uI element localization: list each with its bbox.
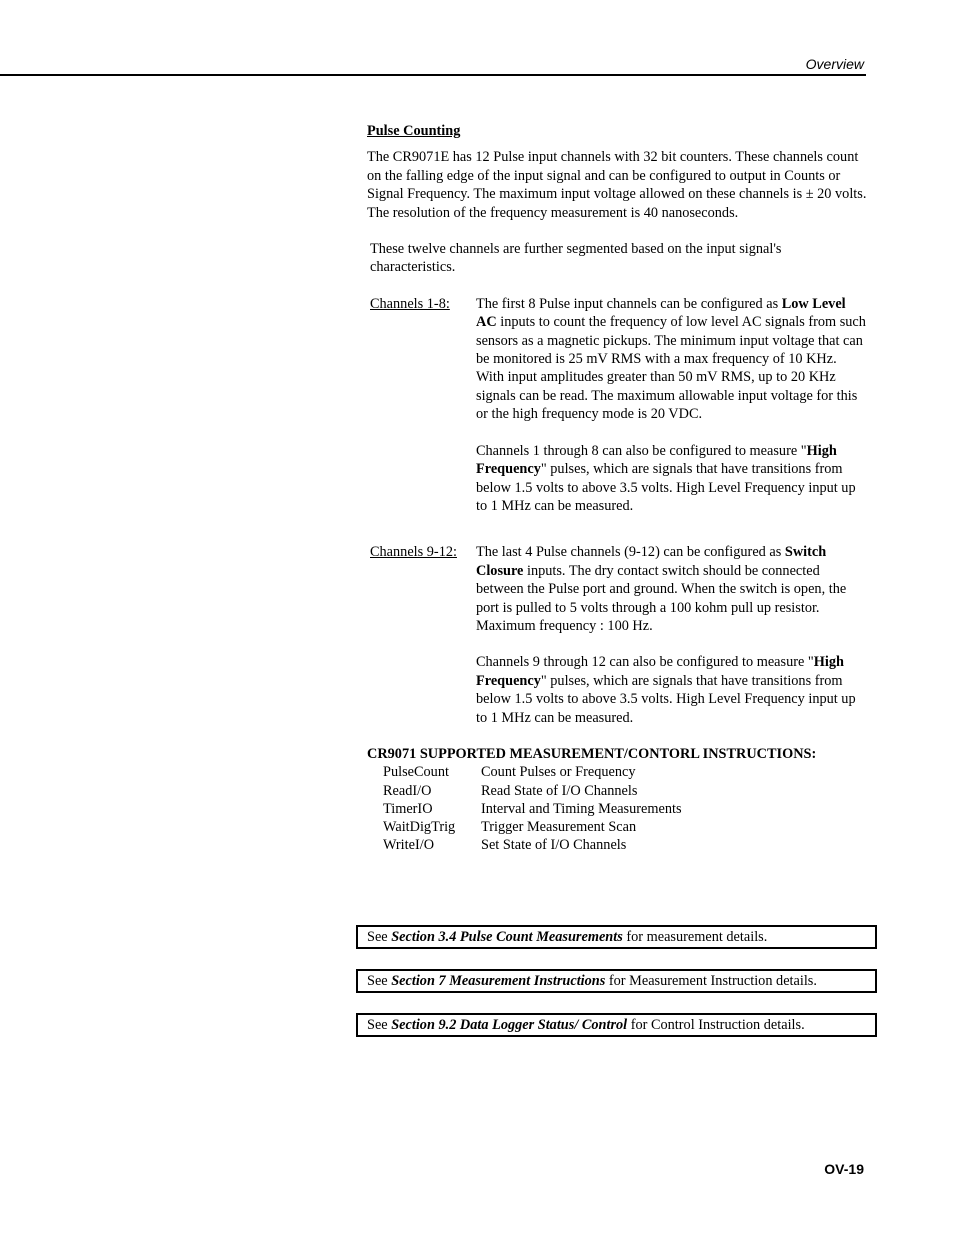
text-run: " pulses, which are signals that have transitions from below 1.5 volts to above 3.5 volts. High Level Frequency input up to 1 MHz can be measured. (476, 461, 856, 514)
section-reference-link[interactable]: Section 9.2 Data Logger Status/ Control (391, 1017, 628, 1033)
table-row (383, 763, 682, 781)
channels-1-8-label: Channels 1-8: (370, 295, 450, 312)
text-run: Channels 1 through 8 can also be configured to measure " (476, 442, 807, 459)
instruction-description: Read State of I/O Channels (481, 782, 638, 799)
instruction-name: WriteI/O (383, 837, 435, 854)
table-row (383, 818, 682, 836)
text-run: The last 4 Pulse channels (9-12) can be configured as (476, 544, 785, 561)
channels-1-8-paragraph-1 (476, 295, 867, 424)
instruction-description: Interval and Timing Measurements (481, 800, 682, 817)
text-run: See (367, 1017, 392, 1033)
instruction-name: PulseCount (383, 764, 449, 781)
main-content (367, 122, 867, 854)
reference-box-measurement-instructions (356, 969, 877, 993)
segment-paragraph: These twelve channels are further segmented based on the input signal's characteristics. (370, 241, 782, 276)
text-run: " pulses, which are signals that have transitions from below 1.5 volts to above 3.5 volts. High Level Frequency input up to 1 MHz can be measured. (476, 672, 856, 726)
instruction-description: Trigger Measurement Scan (481, 818, 637, 835)
reference-box-pulse-count (356, 925, 877, 949)
instructions-table (383, 763, 682, 854)
table-row (383, 836, 682, 854)
text-run: inputs. The dry contact switch should be connected between the Pulse port and ground. When the switch is open, the port is pulled to 5 volts through a 100 kohm pull up resistor. Maximum frequency : 100 Hz. (476, 562, 847, 634)
header-rule (0, 74, 866, 76)
running-header: Overview (805, 56, 864, 72)
section-reference-link[interactable]: Section 3.4 Pulse Count Measurements (391, 929, 623, 945)
channels-9-12-paragraph-2 (476, 653, 867, 727)
bold-term: Switch Closure (476, 544, 827, 579)
page-number: OV-19 (824, 1161, 864, 1177)
instructions-title: CR9071 SUPPORTED MEASUREMENT/CONTORL INSTRUCTIONS: (367, 745, 817, 762)
channels-9-12-body (476, 543, 867, 727)
channels-1-8-block (367, 295, 867, 515)
channels-9-12-paragraph-1 (476, 543, 867, 635)
text-run: for measurement details. (622, 929, 768, 945)
instruction-name: TimerIO (383, 800, 433, 817)
section-reference-link[interactable]: Section 7 Measurement Instructions (391, 973, 606, 989)
instruction-name: WaitDigTrig (383, 818, 456, 835)
bold-term: Low Level AC (476, 295, 846, 331)
table-row (383, 800, 682, 818)
instruction-name: ReadI/O (383, 782, 432, 799)
text-run: Channels 9 through 12 can also be configured to measure " (476, 654, 814, 671)
channels-1-8-paragraph-2 (476, 442, 867, 516)
text-run: for Measurement Instruction details. (605, 973, 817, 989)
channels-9-12-label: Channels 9-12: (370, 544, 457, 561)
table-row (383, 782, 682, 800)
instruction-description: Count Pulses or Frequency (481, 764, 636, 781)
text-run: The first 8 Pulse input channels can be configured as (476, 295, 782, 312)
intro-paragraph: The CR9071E has 12 Pulse input channels with 32 bit counters. These channels count on the falling edge of the input signal and can be configured to output in Counts or Signal Frequency. The maximum input voltage allowed on these channels is ± 20 volts. The resolution of the frequency measurement is 40 nanoseconds. (367, 149, 867, 221)
text-run: See (367, 929, 392, 945)
channels-1-8-body (476, 295, 867, 515)
text-run: See (367, 973, 392, 989)
reference-box-status-control (356, 1013, 877, 1037)
instruction-description: Set State of I/O Channels (481, 837, 627, 854)
text-run: for Control Instruction details. (627, 1017, 805, 1033)
bold-term: High Frequency (476, 654, 844, 689)
channels-9-12-block (367, 543, 867, 727)
text-run: inputs to count the frequency of low level AC signals from such sensors as a magnetic pickups. The minimum input voltage that can be monitored is 25 mV RMS with a max frequency of 10 KHz. With input amplitudes greater than 50 mV RMS, up to 20 KHz signals can be read. The maximum allowable input voltage for this or the high frequency mode is 20 VDC. (476, 314, 866, 423)
section-title: Pulse Counting (367, 123, 461, 139)
bold-term: High Frequency (476, 442, 837, 478)
